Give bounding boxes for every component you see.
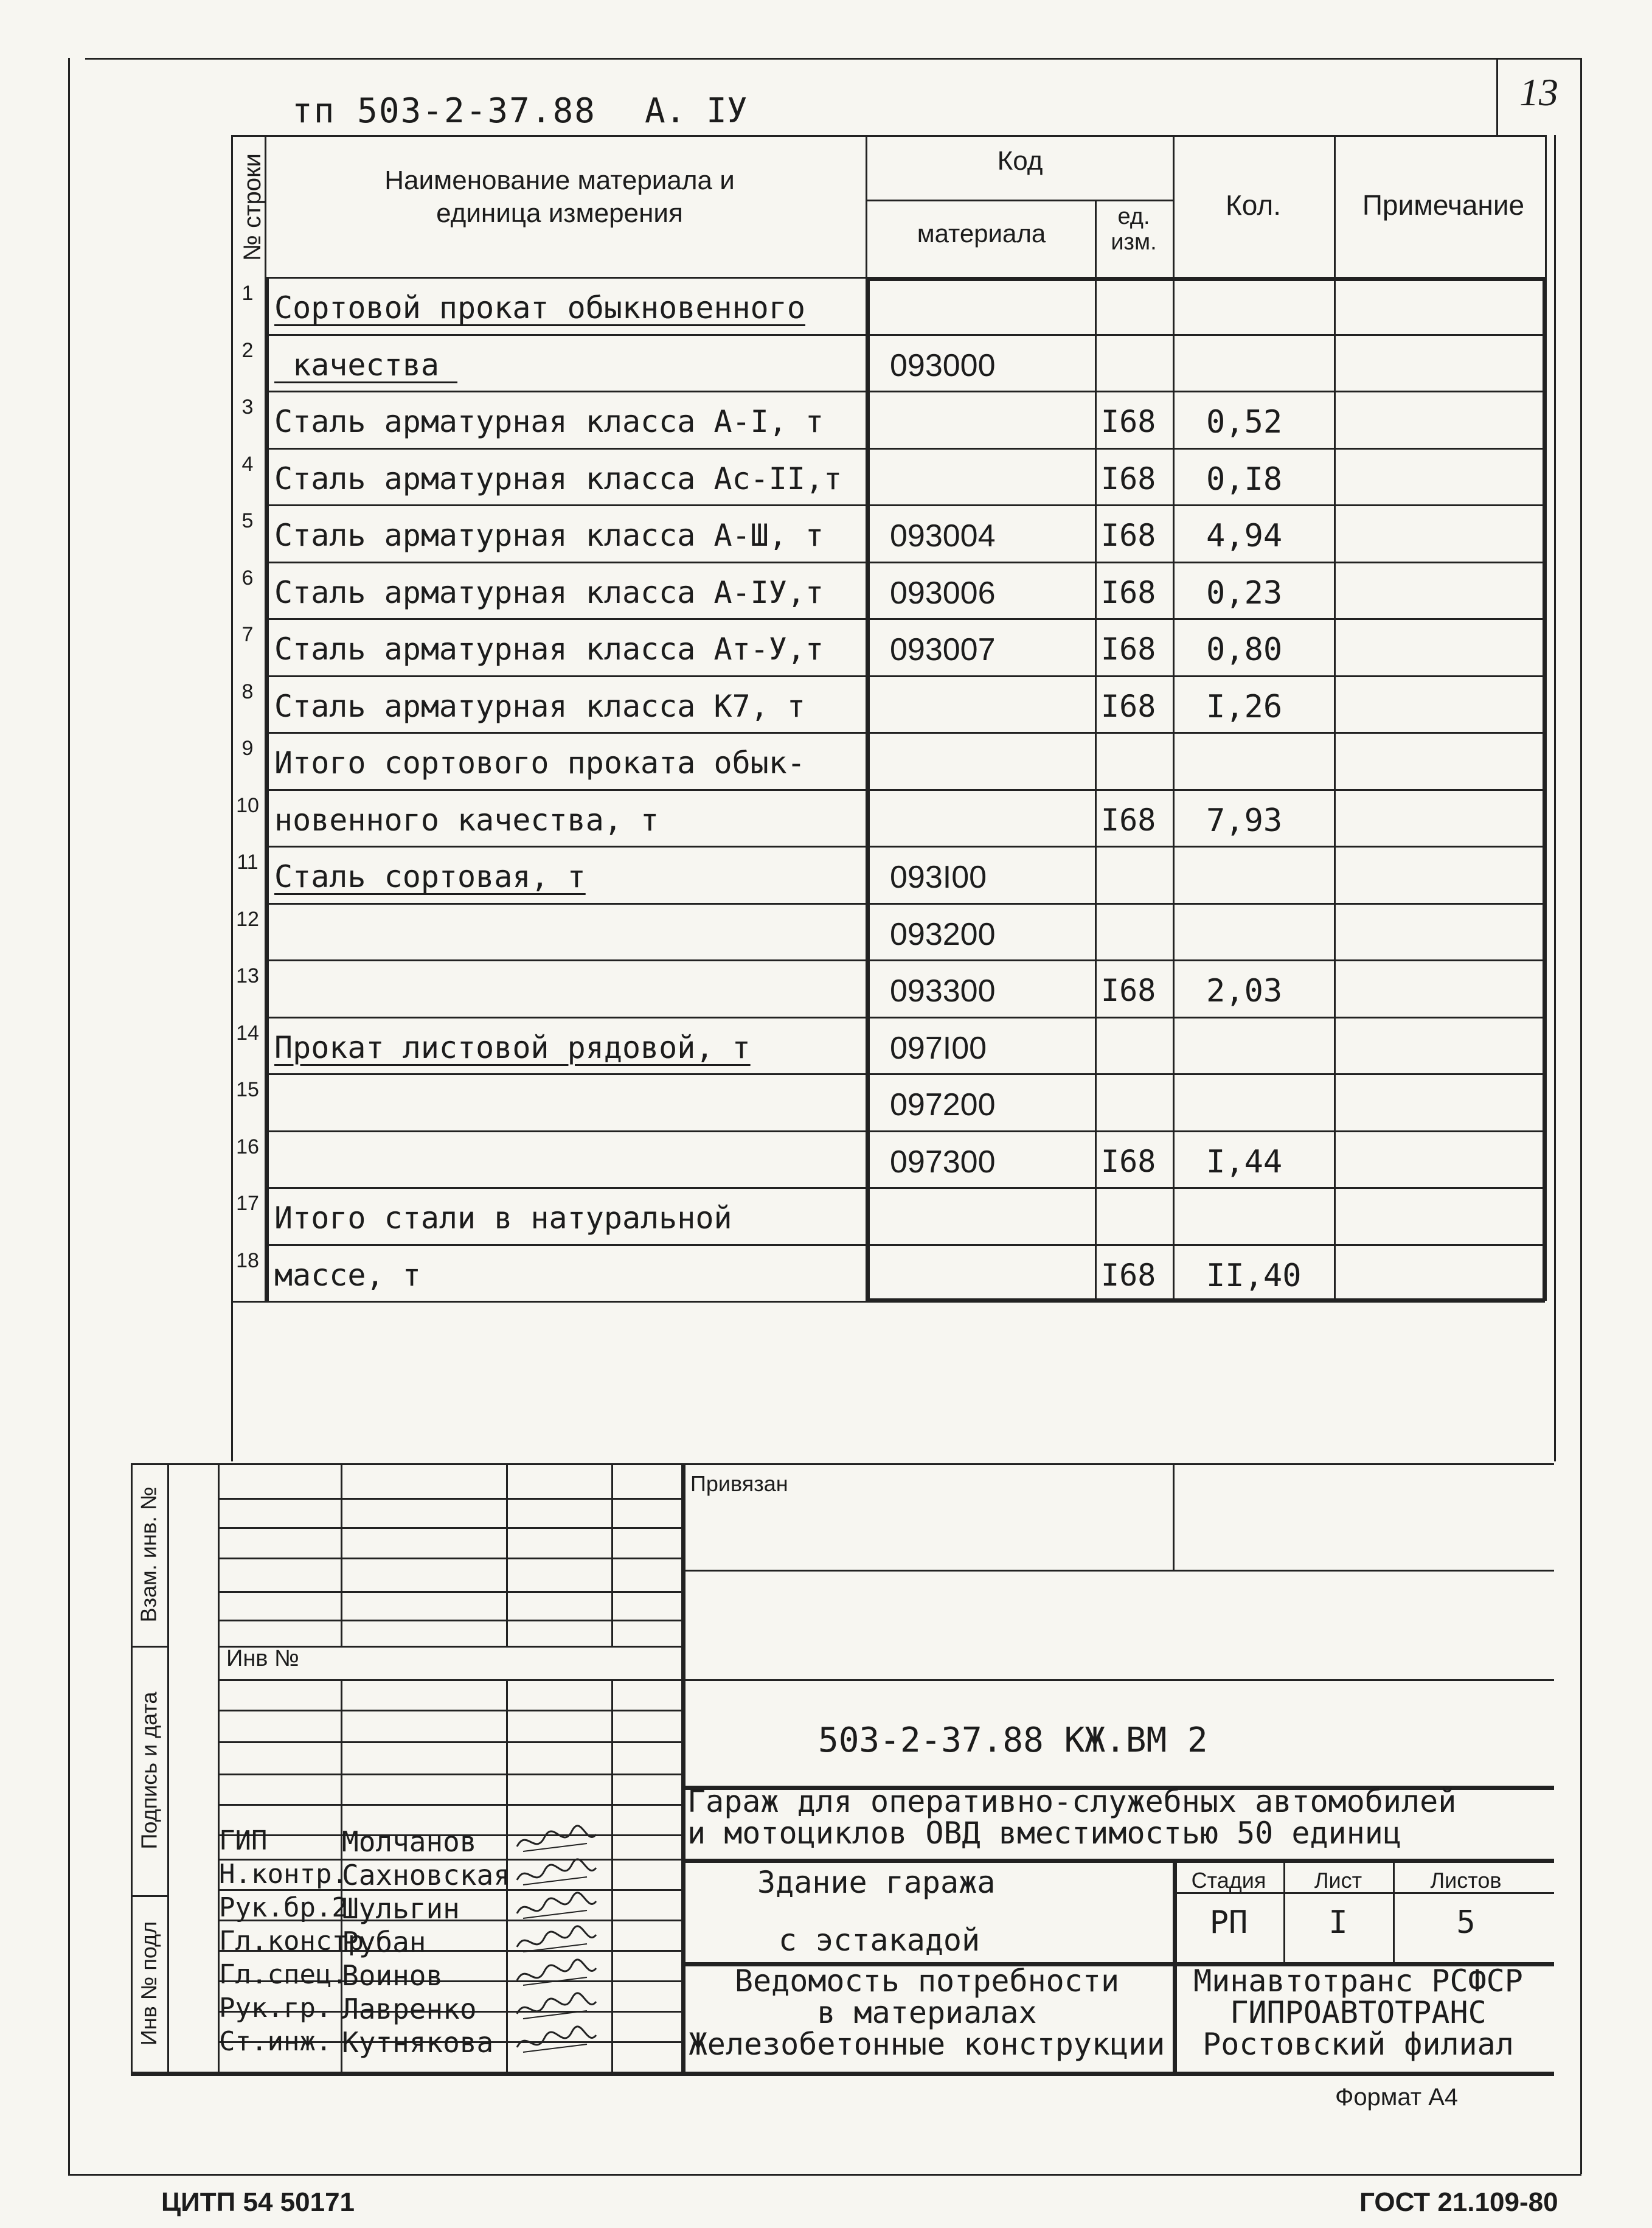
row-line bbox=[265, 1187, 1545, 1189]
signatory-name: Шульгин bbox=[342, 1892, 460, 1925]
doc-reference: тп 503-2-37.88 bbox=[292, 91, 597, 131]
row-number: 12 bbox=[236, 907, 259, 931]
material-name: Итого сортового проката обык- bbox=[274, 745, 805, 781]
material-code: 093007 bbox=[890, 632, 996, 667]
outer-right-line bbox=[1554, 135, 1556, 1461]
material-code: 097300 bbox=[890, 1144, 996, 1180]
frame-top-line bbox=[85, 58, 1496, 60]
frame-left-line bbox=[68, 58, 70, 2174]
header-top-line bbox=[231, 135, 1545, 137]
sheets-label: Листов bbox=[1430, 1868, 1502, 1893]
document-code: 503-2-37.88 КЖ.ВМ 2 bbox=[818, 1721, 1208, 1760]
signatory-role: Рук.гр. bbox=[219, 1993, 332, 2024]
project-title-line-2: и мотоциклов ОВД вместимостью 50 единиц bbox=[687, 1815, 1401, 1851]
frame-right-line bbox=[1580, 58, 1582, 2174]
signatory-role: Ст.инж. bbox=[219, 2026, 332, 2057]
row-number: 5 bbox=[241, 509, 254, 532]
row-number: 1 bbox=[241, 282, 254, 305]
side-label-replaced-inv: Взам. инв. № bbox=[136, 1486, 161, 1623]
bound-label: Привязан bbox=[690, 1471, 788, 1496]
stamp-left-row bbox=[218, 1527, 681, 1529]
organization-line-3: Ростовский филиал bbox=[1203, 2027, 1514, 2062]
unit-code: I68 bbox=[1101, 461, 1156, 496]
row-number: 10 bbox=[236, 793, 259, 817]
unit-code: I68 bbox=[1101, 1143, 1156, 1179]
thick-right bbox=[1543, 277, 1547, 1301]
sheet-title-line-1: Ведомость потребности bbox=[734, 1963, 1120, 1999]
footer-gost: ГОСТ 21.109-80 bbox=[1359, 2187, 1558, 2217]
unit-code: I68 bbox=[1101, 518, 1156, 553]
material-code-header: материала bbox=[917, 219, 1046, 248]
unit-qty-divider bbox=[1173, 135, 1175, 1301]
sheet-label: Лист bbox=[1314, 1868, 1362, 1893]
row-number: 11 bbox=[237, 851, 259, 874]
project-title-line-1: Гараж для оперативно-служебных автомобилей bbox=[687, 1784, 1457, 1819]
signatory-role: Рук.бр.2 bbox=[219, 1892, 348, 1923]
material-name: Сталь сортовая, т bbox=[274, 859, 586, 894]
unit-code: I68 bbox=[1101, 688, 1156, 724]
signatory-role: Гл.констр bbox=[219, 1926, 364, 1957]
bound-divider bbox=[1173, 1463, 1175, 1570]
row-line bbox=[265, 1130, 1545, 1132]
thick-top bbox=[866, 277, 1545, 281]
stamp-left-row bbox=[218, 1558, 681, 1559]
row-number: 17 bbox=[236, 1192, 259, 1215]
quantity-value: 0,52 bbox=[1206, 404, 1283, 440]
unit-code: I68 bbox=[1101, 1257, 1156, 1293]
row-line bbox=[265, 618, 1545, 620]
quantity-value: 0,23 bbox=[1206, 574, 1283, 611]
row-number: 6 bbox=[241, 566, 254, 590]
material-code: 093000 bbox=[890, 347, 996, 383]
row-number: 9 bbox=[241, 737, 254, 760]
sheets-value: 5 bbox=[1456, 1904, 1476, 1941]
organization-line-2: ГИПРОАВТОТРАНС bbox=[1230, 1995, 1487, 2030]
stamp-col-3a bbox=[506, 1463, 508, 1646]
signature bbox=[514, 2023, 599, 2062]
unit-code: I68 bbox=[1101, 574, 1156, 610]
quantity-value: 7,93 bbox=[1206, 802, 1283, 839]
quantity-value: II,40 bbox=[1206, 1257, 1302, 1294]
material-name: Сталь арматурная класса А-I, т bbox=[274, 404, 824, 439]
signatory-role: ГИП bbox=[219, 1825, 268, 1856]
organization-line-1: Минавтотранс РСФСР bbox=[1193, 1963, 1523, 1999]
stamp-left-row bbox=[218, 1620, 681, 1621]
signatory-name: Кутнякова bbox=[342, 2026, 494, 2059]
quantity-value: 0,I8 bbox=[1206, 461, 1283, 498]
footer-left-code: ЦИТП 54 50171 bbox=[161, 2187, 355, 2217]
material-code: 093300 bbox=[890, 973, 996, 1009]
material-code: 093I00 bbox=[890, 860, 987, 895]
code-column-header: Код bbox=[997, 146, 1043, 176]
unit-code: I68 bbox=[1101, 802, 1156, 838]
row-line bbox=[265, 1073, 1545, 1075]
stamp-left-row bbox=[218, 1591, 681, 1593]
row-line bbox=[265, 334, 1545, 336]
unit-code: I68 bbox=[1101, 973, 1156, 1008]
page-number: 13 bbox=[1519, 71, 1558, 114]
signatory-role: Гл.спец. bbox=[219, 1959, 348, 1990]
material-name: Сталь арматурная класса Ат-У,т bbox=[274, 632, 824, 667]
material-name: Итого стали в натуральной bbox=[274, 1200, 732, 1236]
stage-value: РП bbox=[1209, 1904, 1248, 1941]
qty-note-divider bbox=[1334, 135, 1336, 1301]
row-line bbox=[265, 959, 1545, 961]
material-name: качества bbox=[274, 347, 458, 383]
title-bottom bbox=[681, 1859, 1554, 1863]
row-number: 4 bbox=[241, 452, 254, 476]
stamp-left-row bbox=[218, 1741, 681, 1743]
row-line bbox=[265, 562, 1545, 563]
name-column-header: Наименование материала и единица измерения bbox=[384, 165, 735, 228]
material-code: 097I00 bbox=[890, 1030, 987, 1066]
material-name: Сталь арматурная класса А-IУ,т bbox=[274, 574, 824, 610]
thick-mid bbox=[866, 277, 870, 1301]
stamp-left-row bbox=[218, 1774, 681, 1775]
quantity-header: Кол. bbox=[1226, 189, 1281, 221]
signatory-name: Рубан bbox=[342, 1926, 426, 1958]
page-box-top bbox=[1496, 58, 1581, 60]
code-top bbox=[681, 1679, 1554, 1681]
row-number: 3 bbox=[241, 395, 254, 419]
row-line bbox=[265, 391, 1545, 392]
stamp-left-row bbox=[218, 1679, 681, 1681]
side-label-divider bbox=[167, 1463, 169, 2072]
signatory-name: Лавренко bbox=[342, 1993, 477, 2025]
paper-format: Формат А4 bbox=[1335, 2084, 1459, 2111]
row-line bbox=[265, 1017, 1545, 1018]
row-number: 16 bbox=[236, 1135, 259, 1158]
row-line bbox=[265, 732, 1545, 734]
row-line bbox=[265, 504, 1545, 506]
row-line bbox=[265, 903, 1545, 905]
building-name-line-1: Здание гаража bbox=[757, 1865, 996, 1900]
unit-code: I68 bbox=[1101, 632, 1156, 667]
row-line bbox=[265, 448, 1545, 450]
signatory-name: Сахновская bbox=[342, 1859, 510, 1892]
code-subheader-line bbox=[866, 200, 1173, 201]
row-number-header: № строки bbox=[238, 153, 266, 261]
material-name: Сортовой прокат обыкновенного bbox=[274, 290, 805, 325]
quantity-value: I,44 bbox=[1206, 1143, 1283, 1180]
material-name: Сталь арматурная класса К7, т bbox=[274, 688, 805, 724]
material-code: 093200 bbox=[890, 916, 996, 952]
thick-left bbox=[265, 277, 269, 1301]
row-number: 7 bbox=[241, 623, 254, 646]
row-number: 18 bbox=[236, 1248, 259, 1272]
building-name-line-2: с эстакадой bbox=[779, 1923, 980, 1958]
stamp-left-row bbox=[218, 1498, 681, 1500]
quantity-value: 2,03 bbox=[1206, 973, 1283, 1009]
material-name: Сталь арматурная класса Ас-II,т bbox=[274, 461, 842, 496]
stamp-col-4a bbox=[611, 1463, 613, 1646]
row-number: 13 bbox=[236, 964, 259, 987]
material-name: Прокат листовой рядовой, т bbox=[274, 1029, 751, 1065]
material-code: 093004 bbox=[890, 518, 996, 554]
inv-label: Инв № bbox=[226, 1646, 299, 1671]
unit-code-header: ед. изм. bbox=[1111, 204, 1157, 255]
row-number: 15 bbox=[236, 1078, 259, 1101]
stamp-col-4b bbox=[611, 1679, 613, 2072]
row-number: 14 bbox=[236, 1021, 259, 1045]
sheet-title-line-2: в материалах bbox=[817, 1995, 1037, 2030]
row-line bbox=[265, 675, 1545, 677]
quantity-value: 0,80 bbox=[1206, 632, 1283, 668]
signatory-role: Н.контр. bbox=[219, 1859, 348, 1890]
sheet-title-line-3: Железобетонные конструкции bbox=[689, 2027, 1165, 2062]
stage-label: Стадия bbox=[1191, 1868, 1266, 1893]
album-label: А. IУ bbox=[645, 91, 748, 131]
thick-bottom bbox=[866, 1298, 1545, 1303]
sheet-value: I bbox=[1328, 1904, 1348, 1941]
signatory-name: Воинов bbox=[342, 1959, 443, 1992]
quantity-value: 4,94 bbox=[1206, 518, 1283, 554]
material-name: Сталь арматурная класса А-Ш, т bbox=[274, 518, 824, 553]
quantity-value: I,26 bbox=[1206, 688, 1283, 725]
side-label-signature-date: Подпись и дата bbox=[136, 1691, 161, 1850]
unit-code: I68 bbox=[1101, 404, 1156, 439]
row-number: 8 bbox=[241, 680, 254, 703]
row-line bbox=[265, 789, 1545, 791]
row-line bbox=[265, 1244, 1545, 1246]
stamp-left-row bbox=[218, 1804, 681, 1806]
material-name: новенного качества, т bbox=[274, 802, 659, 838]
material-code: 093006 bbox=[890, 575, 996, 611]
note-header: Примечание bbox=[1362, 189, 1525, 221]
frame-bottom-line bbox=[68, 2174, 1581, 2176]
code-unit-divider bbox=[1095, 200, 1097, 1301]
stamp-top-line bbox=[131, 1463, 1554, 1465]
stamp-left-row bbox=[218, 1710, 681, 1711]
stamp-bottom-line bbox=[131, 2072, 1554, 2076]
signatory-name: Молчанов bbox=[342, 1825, 477, 1858]
bound-bottom bbox=[681, 1570, 1554, 1572]
row-number: 2 bbox=[241, 338, 254, 362]
material-name: массе, т bbox=[274, 1257, 421, 1293]
stamp-col-2a bbox=[341, 1463, 342, 1646]
row-line bbox=[265, 846, 1545, 848]
material-code: 097200 bbox=[890, 1087, 996, 1123]
side-label-original-inv: Инв № подл bbox=[136, 1921, 161, 2046]
